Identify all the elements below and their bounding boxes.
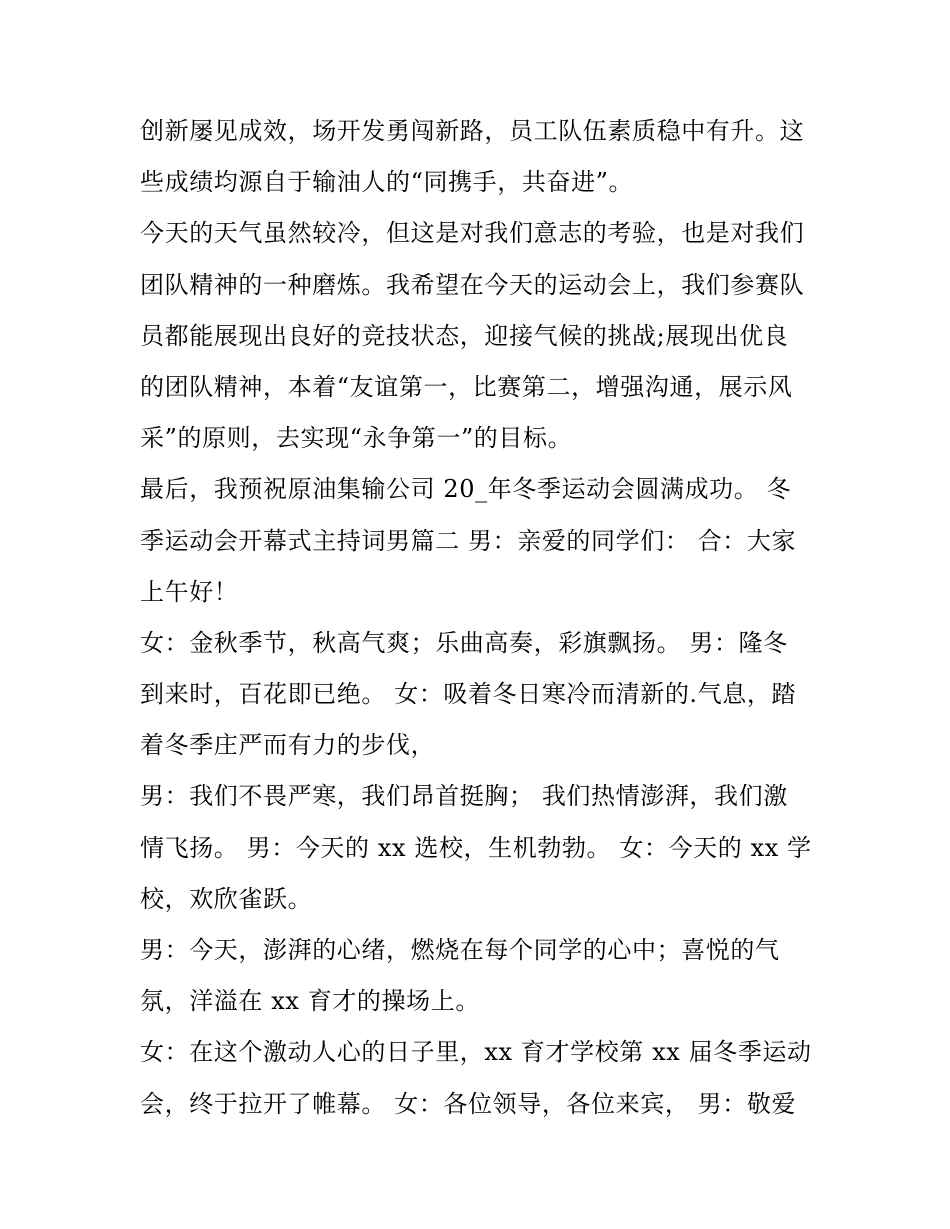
text-line: 季运动会开幕式主持词男篇二 男：亲爱的同学们： 合：大家 [140, 526, 797, 555]
text-line: 团队精神的一种磨炼。我希望在今天的运动会上，我们参赛队 [140, 270, 805, 299]
text-line: 会，终于拉开了帷幕。 女：各位领导，各位来宾， 男：敬爱 [140, 1089, 797, 1118]
text-line: 上午好！ [140, 577, 239, 606]
text-line: 着冬季庄严而有力的步伐， [140, 731, 436, 760]
text-line: 最后，我预祝原油集输公司 20_年冬季运动会圆满成功。 冬 [140, 475, 792, 504]
document-body [140, 106, 820, 1130]
text-line: 校，欢欣雀跃。 [140, 884, 313, 913]
text-line: 创新屡见成效，场开发勇闯新路，员工队伍素质稳中有升。这 [140, 117, 805, 145]
text-line: 情飞扬。 男：今天的 xx 选校，生机勃勃。 女：今天的 xx 学 [140, 833, 812, 862]
text-line: 男：我们不畏严寒，我们昂首挺胸； 我们热情澎湃，我们激 [140, 782, 788, 811]
text-line: 男：今天，澎湃的心绪，燃烧在每个同学的心中；喜悦的气 [140, 936, 780, 964]
text-line: 今天的天气虽然较冷，但这是对我们意志的考验，也是对我们 [140, 219, 805, 248]
text-line: 些成绩均源自于输油人的“同携手，共奋进”。 [140, 168, 634, 197]
text-line: 员都能展现出良好的竞技状态，迎接气候的挑战;展现出优良 [140, 321, 789, 350]
text-line: 的团队精神，本着“友谊第一，比赛第二，增强沟通，展示风 [140, 372, 793, 401]
text-line: 氛，洋溢在 xx 育才的操场上。 [140, 987, 480, 1016]
text-line: 到来时，百花即已绝。 女：吸着冬日寒冷而清新的.气息，踏 [140, 680, 797, 709]
text-line: 采”的原则，去实现“永争第一”的目标。 [140, 424, 573, 453]
text-line: 女：在这个激动人心的日子里，xx 育才学校第 xx 届冬季运动 [140, 1038, 812, 1067]
text-line: 女：金秋季节，秋高气爽；乐曲高奏，彩旗飘扬。 男：隆冬 [140, 628, 788, 657]
